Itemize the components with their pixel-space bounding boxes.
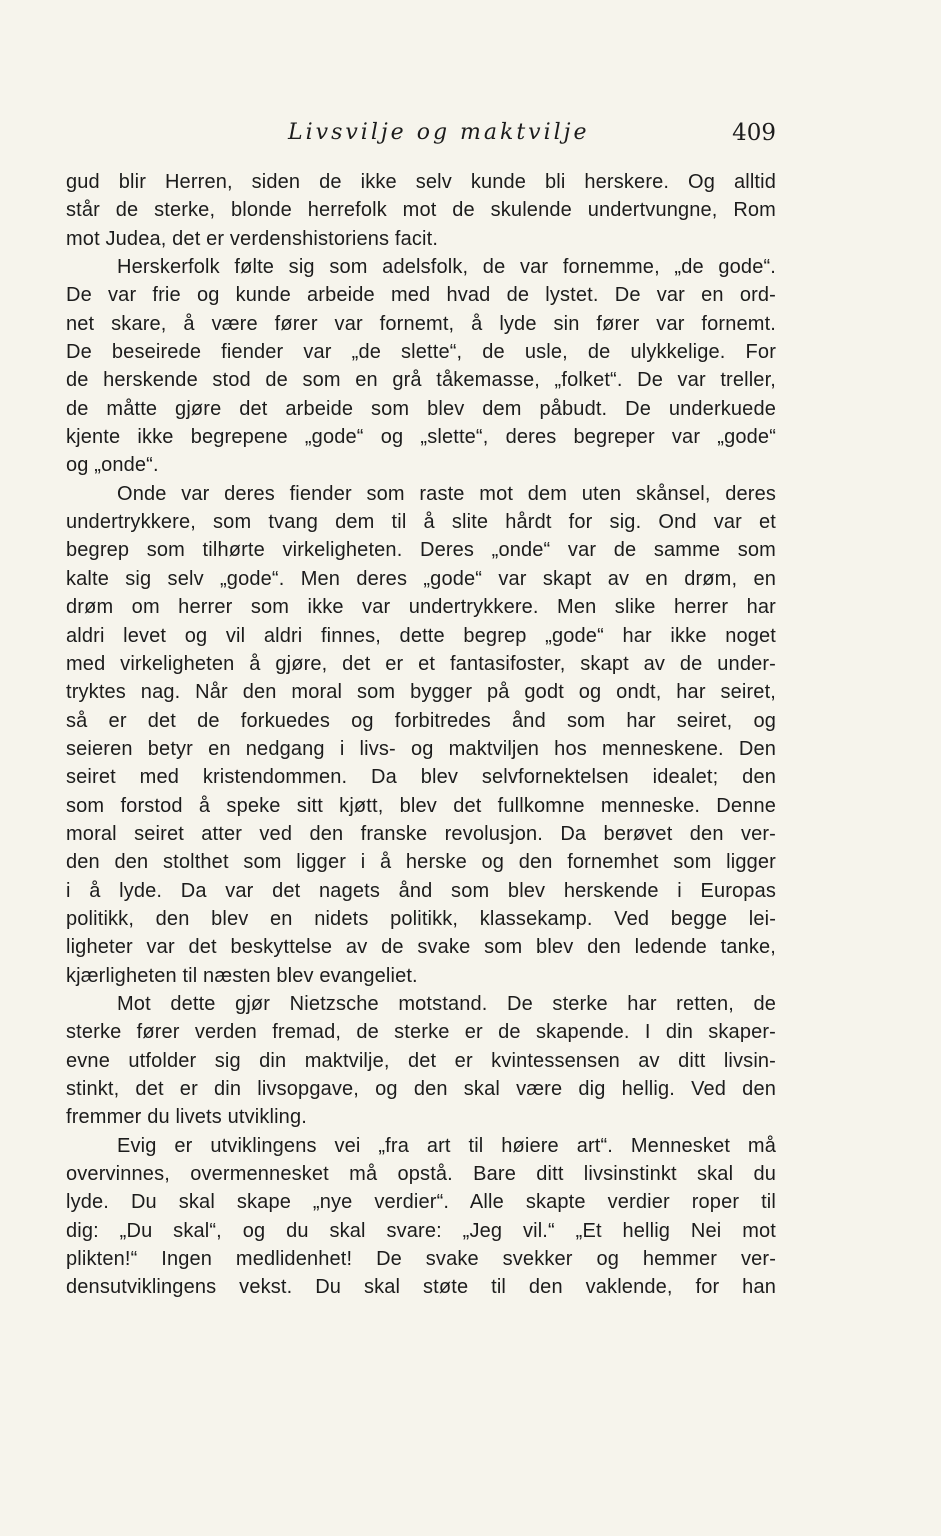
text-line: undertrykkere, som tvang dem til å slite hårdt for sig. Ond var et <box>66 511 776 534</box>
page-number: 409 <box>732 120 776 146</box>
body-text <box>66 168 776 1302</box>
text-line: kjente ikke begrepene „gode“ og „slette“, deres begreper var „gode“ <box>66 426 776 449</box>
text-line: begrep som tilhørte virkeligheten. Deres „onde“ var de samme som <box>66 539 776 562</box>
text-line: som forstod å speke sitt kjøtt, blev det fullkomne menneske. Denne <box>66 794 776 817</box>
text-line: politikk, den blev en nidets politikk, klassekamp. Ved begge lei- <box>66 907 776 930</box>
text-line: gud blir Herren, siden de ikke selv kunde bli herskere. Og alltid <box>66 171 776 193</box>
text-line: står de sterke, blonde herrefolk mot de skulende undertvungne, Rom <box>66 199 776 222</box>
text-line: kjærligheten til næsten blev evangeliet. <box>66 964 418 987</box>
text-line: de herskende stod de som en grå tåkemasse, „folket“. De var treller, <box>66 369 776 392</box>
text-line: den den stolthet som ligger i å herske og den fornemhet som ligger <box>66 851 776 874</box>
text-line: aldri levet og vil aldri finnes, dette begrep „gode“ har ikke noget <box>66 624 776 647</box>
text-line: Herskerfolk følte sig som adelsfolk, de var fornemme, „de gode“. <box>117 256 776 279</box>
text-line: Evig er utviklingens vei „fra art til høiere art“. Mennesket må <box>117 1134 776 1157</box>
text-line: net skare, å være fører var fornemt, å lyde sin fører var fornemt. <box>66 312 776 335</box>
text-line: stinkt, det er din livsopgave, og den skal være dig hellig. Ved den <box>66 1078 776 1100</box>
text-line: fremmer du livets utvikling. <box>66 1106 307 1129</box>
text-line: drøm om herrer som ikke var undertrykkere. Men slike herrer har <box>66 596 776 619</box>
text-line: seiret med kristendommen. Da blev selvfornektelsen idealet; den <box>66 766 776 789</box>
text-line: i å lyde. Da var det nagets ånd som blev herskende i Europas <box>66 879 776 902</box>
text-line: moral seiret atter ved den franske revolusjon. Da berøvet den ver- <box>66 822 776 845</box>
text-line: sterke fører verden fremad, de sterke er de skapende. I din skaper- <box>66 1021 776 1044</box>
text-line: lyde. Du skal skape „nye verdier“. Alle skapte verdier roper til <box>66 1191 776 1214</box>
text-line: så er det de forkuedes og forbitredes ånd som har seiret, og <box>66 709 776 732</box>
text-line: seieren betyr en nedgang i livs- og maktviljen hos menneskene. Den <box>66 737 776 760</box>
text-line: evne utfolder sig din maktvilje, det er kvintessensen av ditt livsin- <box>66 1049 776 1072</box>
page-header <box>66 120 776 152</box>
text-line: ligheter var det beskyttelse av de svake som blev den ledende tanke, <box>66 936 776 959</box>
text-line: overvinnes, overmennesket må opstå. Bare ditt livsinstinkt skal du <box>66 1163 776 1186</box>
text-line: plikten!“ Ingen medlidenhet! De svake svekker og hemmer ver- <box>66 1248 776 1271</box>
running-title: Livsvilje og maktvilje <box>288 120 590 145</box>
text-line: kalte sig selv „gode“. Men deres „gode“ var skapt av en drøm, en <box>66 567 776 590</box>
text-line: med virkeligheten å gjøre, det er et fantasifoster, skapt av de under- <box>66 652 776 675</box>
text-line: densutviklingens vekst. Du skal støte til den vaklende, for han <box>66 1276 776 1299</box>
text-line: Mot dette gjør Nietzsche motstand. De sterke har retten, de <box>117 992 776 1015</box>
text-line: mot Judea, det er verdenshistoriens facit. <box>66 227 439 250</box>
text-line: dig: „Du skal“, og du skal svare: „Jeg vil.“ „Et hellig Nei mot <box>66 1219 776 1242</box>
text-line: og „onde“. <box>66 454 159 477</box>
text-line: tryktes nag. Når den moral som bygger på godt og ondt, har seiret, <box>66 681 776 704</box>
text-line: De var frie og kunde arbeide med hvad de lystet. De var en ord- <box>66 284 776 307</box>
text-line: de måtte gjøre det arbeide som blev dem påbudt. De underkuede <box>66 397 776 420</box>
text-line: De beseirede fiender var „de slette“, de usle, de ulykkelige. For <box>66 341 776 364</box>
text-line: Onde var deres fiender som raste mot dem uten skånsel, deres <box>117 482 776 505</box>
